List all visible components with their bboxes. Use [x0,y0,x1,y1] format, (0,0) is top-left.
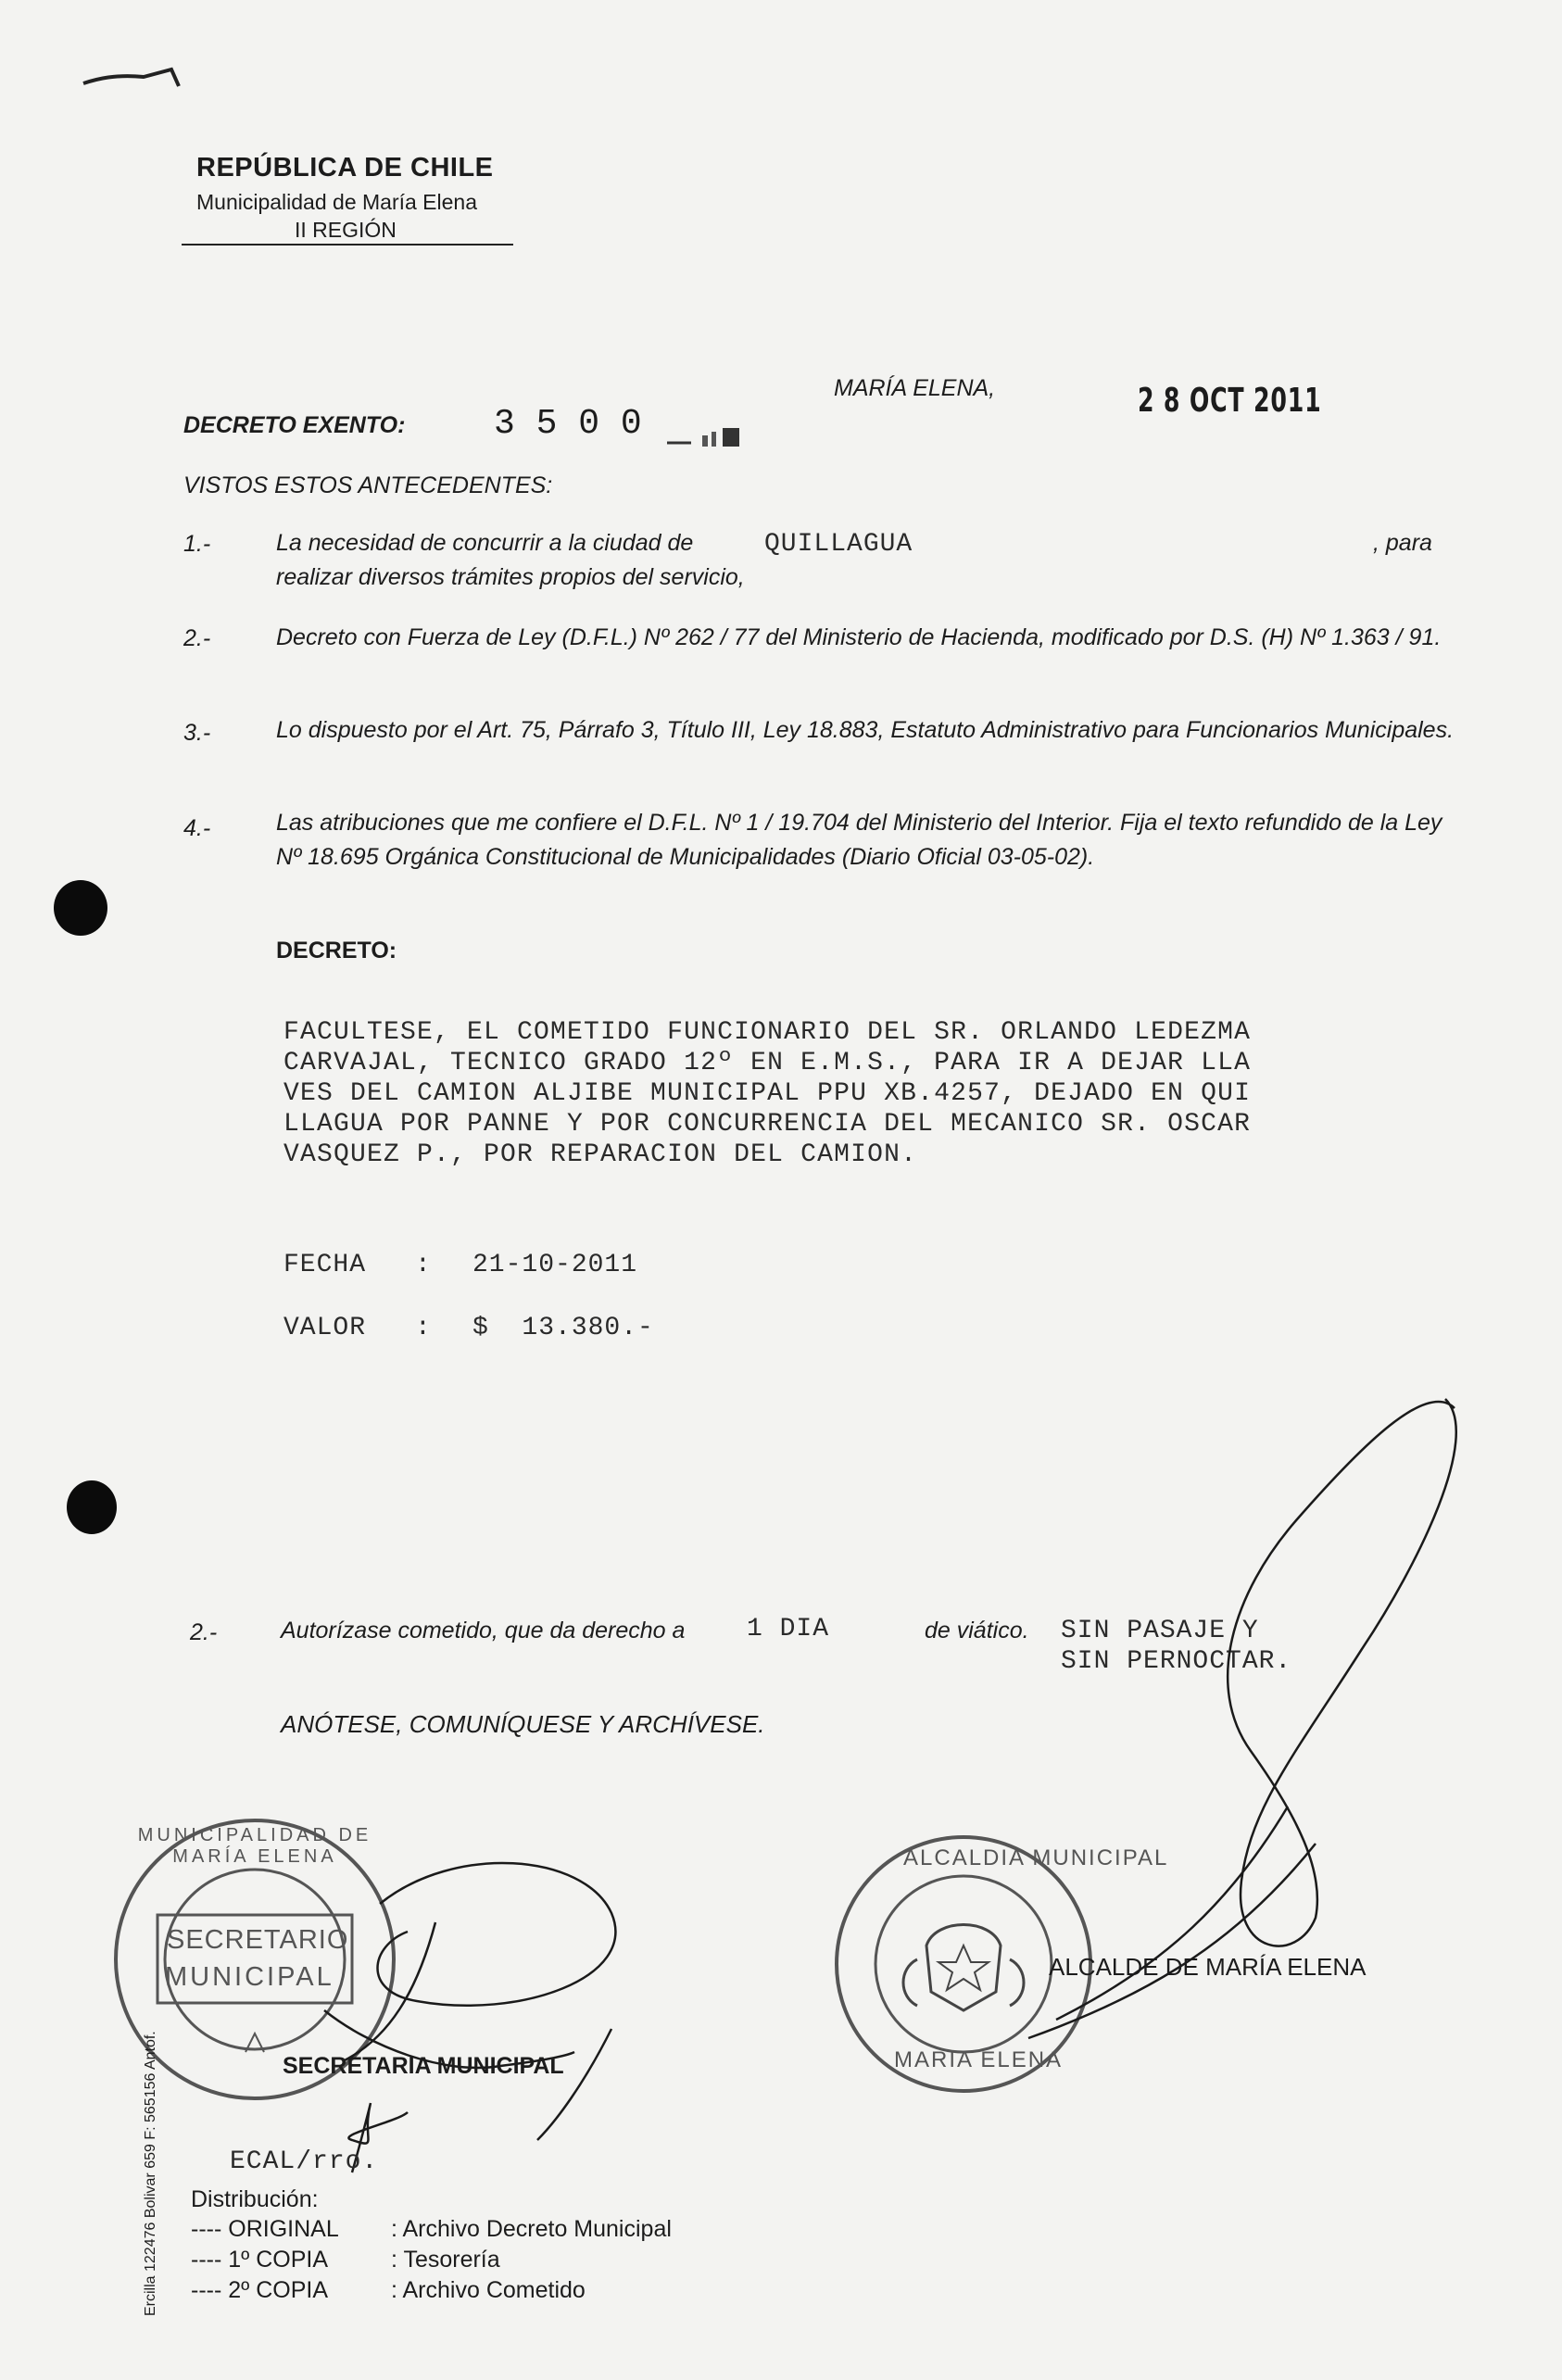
distribution-copy: ---- 1º COPIA [191,2247,329,2273]
decree-number: 3 5 0 0 [494,404,642,444]
distribution-copy: ---- ORIGINAL [191,2216,339,2242]
item-2-days: 1 DIA [747,1615,830,1643]
mayor-title: ALCALDE DE MARÍA ELENA [1049,1953,1367,1981]
place-label: MARÍA ELENA, [834,375,996,401]
valor-value: $ 13.380.- [472,1314,654,1342]
vistos-item-3-number: 3.- [183,720,211,746]
header-divider [182,244,513,246]
distribution-copy: ---- 2º COPIA [191,2277,329,2303]
decreto-body [283,1017,1251,1170]
item-2-note-line-2: SIN PERNOCTAR. [1061,1647,1292,1676]
mayor-stamp-bottom-text: MARIA ELENA [894,2047,1064,2072]
distribution-row [191,2245,500,2275]
secretary-stamp-ring-text: MUNICIPALIDAD DE MARÍA ELENA [137,1825,372,1867]
fecha-colon: : [415,1251,432,1279]
item-2-viatico: de viático. [925,1618,1029,1643]
item-2-number: 2.- [190,1619,218,1645]
printer-note: Ercilla 122476 Bolivar 659 F: 565156 Antof. [143,2031,158,2316]
secretary-title: SECRETARIA MUNICIPAL [283,2053,564,2079]
closing-formula: ANÓTESE, COMUNÍQUESE Y ARCHÍVESE. [281,1710,765,1738]
vistos-item-1-city: QUILLAGUA [764,530,913,559]
distribution-row [191,2214,672,2245]
fecha-value: 21-10-2011 [472,1251,638,1279]
stamp-smudge [665,419,749,452]
secretary-stamp-center-line-1: SECRETARIO [167,1925,349,1955]
decreto-body-line: FACULTESE, EL COMETIDO FUNCIONARIO DEL SR. ORLANDO LEDEZMA [283,1018,1252,1047]
distribution-destination: : Archivo Cometido [391,2277,586,2303]
decreto-body-line: CARVAJAL, TECNICO GRADO 12º EN E.M.S., PARA IR A DEJAR LLA [283,1049,1252,1077]
vistos-item-4-number: 4.- [183,815,211,841]
distribution-destination: : Archivo Decreto Municipal [391,2216,672,2242]
distribution-heading: Distribución: [191,2186,319,2212]
punch-hole-bottom [67,1480,117,1534]
vistos-item-1-text-line2: realizar diversos trámites propios del servicio, [276,564,745,590]
secretary-stamp-center-line-2: MUNICIPAL [165,1962,334,1992]
reference-initials: ECAL/rro. [230,2147,379,2176]
decree-date-stamp: 2 8 OCT 2011 [1138,382,1322,420]
mayor-stamp-top-text: ALCALDIA MUNICIPAL [903,1845,1169,1870]
staple-mark [79,42,181,97]
vistos-item-1-text-after: , para [1373,530,1432,556]
item-2-text: Autorízase cometido, que da derecho a [281,1618,686,1643]
valor-colon: : [415,1314,432,1342]
decree-exento-label: DECRETO EXENTO: [183,412,406,438]
punch-hole-top [54,880,107,936]
valor-label: VALOR [283,1314,367,1342]
distribution-row [191,2275,586,2306]
distribution-destination: : Tesorería [391,2247,500,2273]
region-label: II REGIÓN [295,218,397,242]
municipality-name: Municipalidad de María Elena [196,190,478,214]
fecha-label: FECHA [283,1251,367,1279]
decreto-body-line: VES DEL CAMION ALJIBE MUNICIPAL PPU XB.4257, DEJADO EN QUI [283,1079,1252,1108]
decreto-heading: DECRETO: [276,938,397,963]
vistos-item-2-number: 2.- [183,625,211,651]
vistos-item-1-number: 1.- [183,531,211,557]
item-2-note-line-1: SIN PASAJE Y [1061,1617,1259,1645]
vistos-item-3-text: Lo dispuesto por el Art. 75, Párrafo 3, Título III, Ley 18.883, Estatuto Administrativo para Funcionarios Municipales. [276,717,1455,743]
vistos-heading: VISTOS ESTOS ANTECEDENTES: [183,472,553,498]
vistos-item-1-text-before: La necesidad de concurrir a la ciudad de [276,530,694,556]
decreto-body-line: VASQUEZ P., POR REPARACION DEL CAMION. [283,1140,918,1169]
vistos-item-4-text: Las atribuciones que me confiere el D.F.L. Nº 1 / 19.704 del Ministerio del Interior. Fija el texto refundido de la Ley Nº 18.695 Orgánica Constitucional de Municipalidades (Diario Oficial 03-05-02). [276,810,1442,870]
decreto-body-line: LLAGUA POR PANNE Y POR CONCURRENCIA DEL MECANICO SR. OSCAR [283,1110,1252,1139]
vistos-item-2-text: Decreto con Fuerza de Ley (D.F.L.) Nº 262 / 77 del Ministerio de Hacienda, modificado por D.S. (H) Nº 1.363 / 91. [276,624,1442,650]
country-heading: REPÚBLICA DE CHILE [196,153,494,183]
